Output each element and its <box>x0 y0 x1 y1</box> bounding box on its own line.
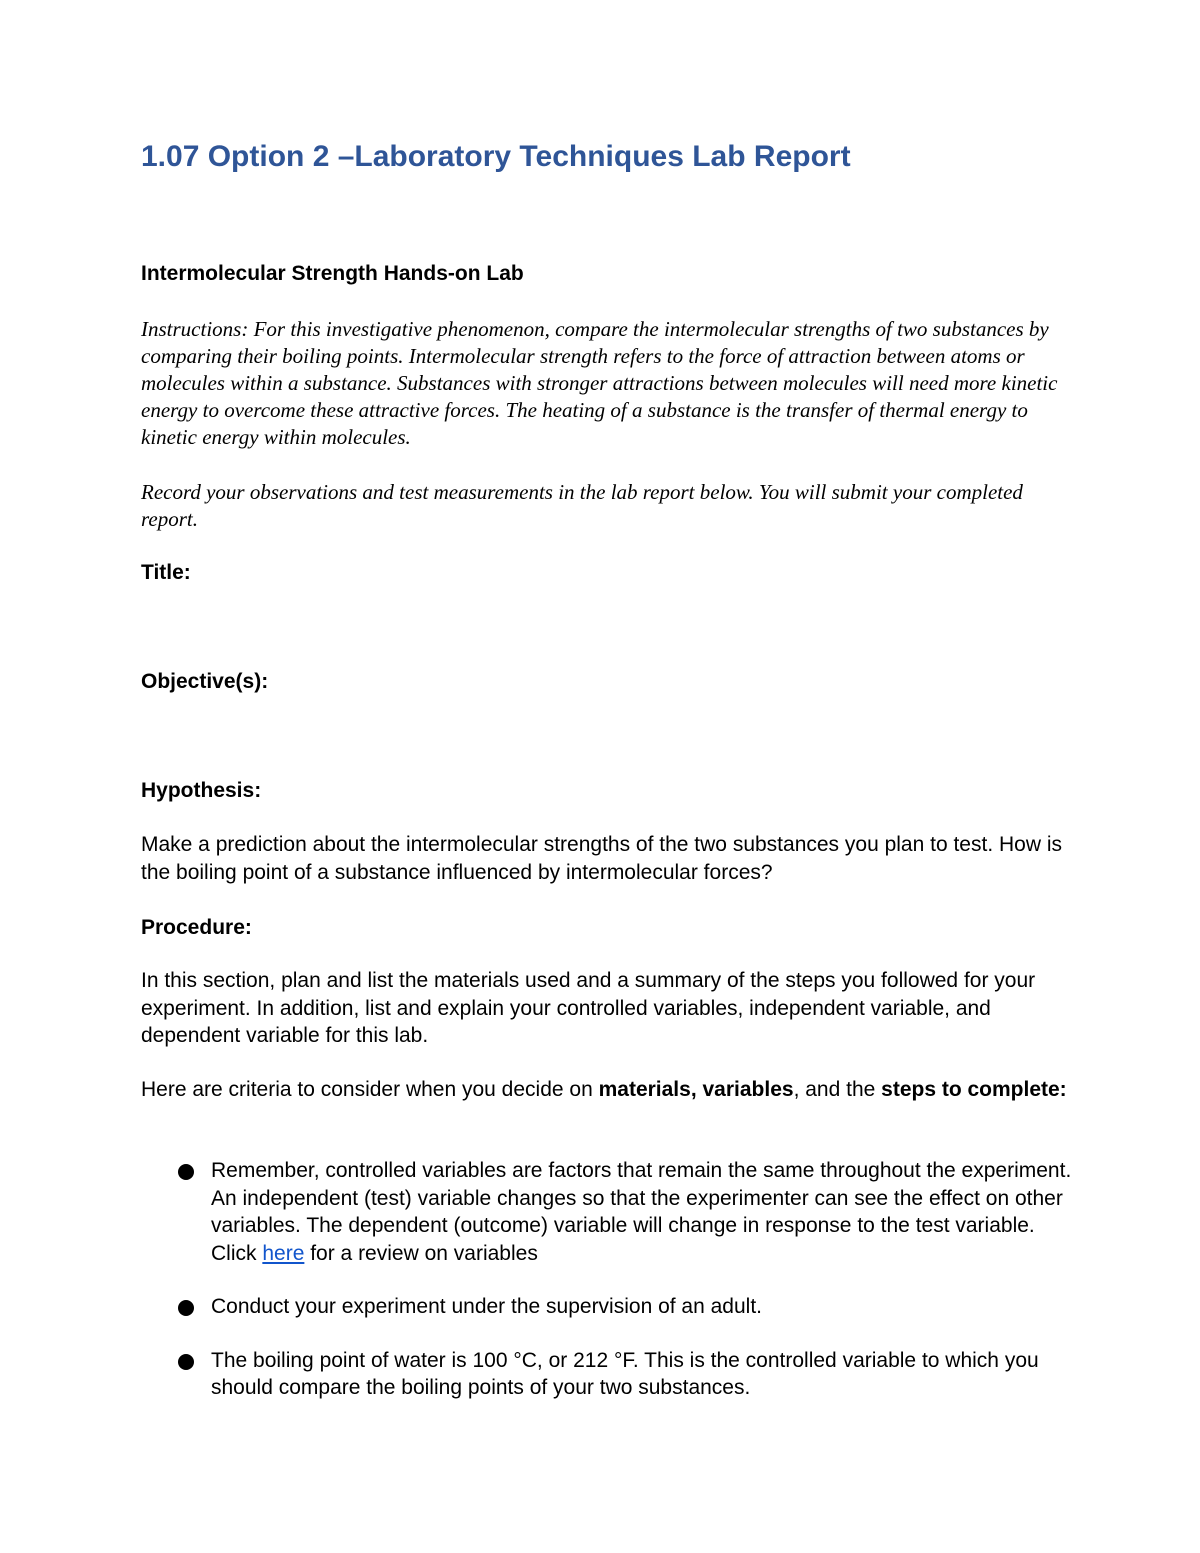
objectives-label: Objective(s): <box>141 670 269 693</box>
list-item <box>141 1347 1081 1402</box>
bullet-text: The boiling point of water is 100 °C, or 212 °F. This is the controlled variable to which you should compare the boiling points of your two substances. <box>211 1348 1039 1399</box>
bullet-text-after: for a review on variables <box>304 1241 538 1265</box>
criteria-bullet-list <box>141 1157 1081 1402</box>
list-item <box>141 1293 1081 1321</box>
hypothesis-label: Hypothesis: <box>141 779 262 802</box>
title-label: Title: <box>141 561 191 584</box>
list-item <box>141 1157 1081 1267</box>
lab-name-heading: Intermolecular Strength Hands-on Lab <box>141 262 524 285</box>
criteria-intro-start: Here are criteria to consider when you decide on <box>141 1078 599 1101</box>
criteria-intro <box>141 1076 1076 1104</box>
bullet-dot-icon <box>178 1164 194 1180</box>
criteria-intro-mid: , and the <box>793 1078 882 1101</box>
bullet-text: Conduct your experiment under the supervision of an adult. <box>211 1295 762 1318</box>
bullet-dot-icon <box>178 1300 194 1316</box>
bullet-dot-icon <box>178 1354 194 1370</box>
variables-review-link[interactable]: here <box>262 1241 305 1265</box>
hypothesis-text: Make a prediction about the intermolecular strengths of the two substances you plan to test. How is the boiling point of a substance influenced by intermolecular forces? <box>141 833 1062 884</box>
procedure-text: In this section, plan and list the materials used and a summary of the steps you followed for your experiment. In addition, list and explain your controlled variables, independent variable, and dependent variable for this lab. <box>141 969 1036 1047</box>
record-note-paragraph: Record your observations and test measurements in the lab report below. You will submit your completed report. <box>141 480 1023 531</box>
criteria-bold-materials: materials, variables <box>598 1078 794 1101</box>
page-title: 1.07 Option 2 –Laboratory Techniques Lab Report <box>141 140 851 173</box>
bullet-text: Remember, controlled variables are factors that remain the same throughout the experiment. An independent (test) variable changes so that the experimenter can see the effect on other variables. The dependent (outcome) variable will change in response to the test variable. Click <box>211 1159 1072 1265</box>
procedure-label: Procedure: <box>141 916 252 939</box>
instructions-paragraph: Instructions: For this investigative phenomenon, compare the intermolecular strengths of two substances by comparing their boiling points. Intermolecular strength refers to the force of attraction between atoms or molecules within a substance. Substances with stronger attractions between molecules will need more kinetic energy to overcome these attractive forces. The heating of a substance is the transfer of thermal energy to kinetic energy within molecules. <box>141 317 1058 449</box>
criteria-bold-steps: steps to complete: <box>881 1078 1067 1101</box>
